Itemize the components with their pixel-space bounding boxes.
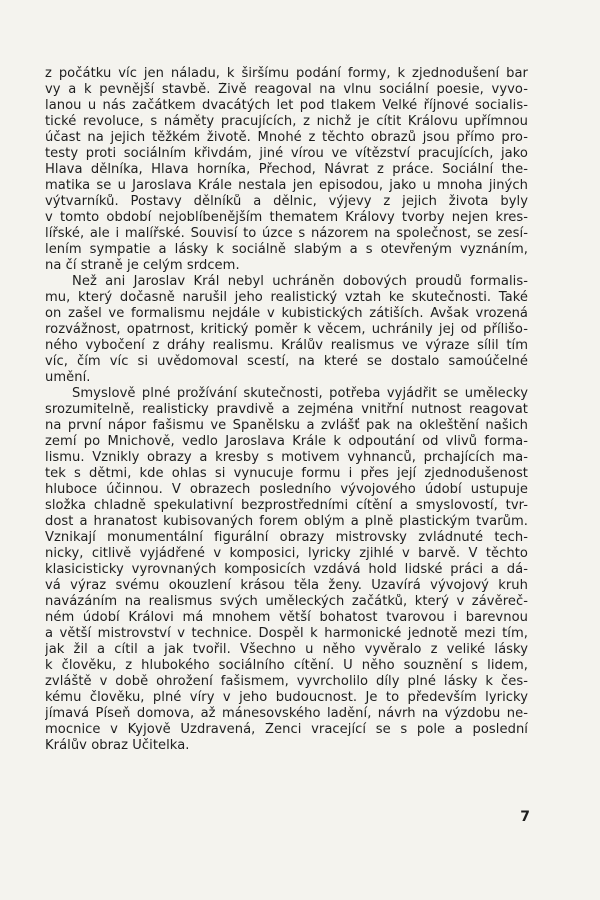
text-line: rozvážnost, opatrnost, kritický poměr k věcem, uchránily jej od přílišo- (45, 322, 528, 337)
text-line: klasicisticky vyrovnaných komposicích vzdává hold lidské práci a dá- (45, 562, 528, 577)
text-line: mu, který dočasně narušil jeho realistický vztah ke skutečnosti. Také (45, 290, 528, 305)
text-line: zemí po Mnichově, vedlo Jaroslava Krále k odpoutání od vlivů forma- (45, 434, 528, 449)
text-line: on zašel ve formalismu nejdále v kubistických zátiších. Avšak vrozená (45, 306, 528, 321)
text-line: hluboce účinnou. V obrazech posledního vývojového údobí ustupuje (45, 482, 528, 497)
text-line: umění. (45, 370, 91, 385)
text-line: tické revoluce, s náměty pracujících, z nichž je cítit Královu upřímnou (45, 114, 528, 129)
text-line: Králův obraz Učitelka. (45, 738, 190, 753)
text-line: ného vybočení z dráhy realismu. Králův realismus ve výraze sílil tím (45, 338, 528, 353)
text-line: účast na jejich těžkém životě. Mnohé z těchto obrazů jsou přímo pro- (45, 130, 528, 145)
text-line: mocnice v Kyjově Uzdravená, Ženci vracející se s pole a poslední (45, 722, 528, 737)
text-line: lismu. Vznikly obrazy a kresby s motivem vyhnanců, prchajících ma- (45, 450, 528, 465)
text-line: vá výraz svému okouzlení krásou těla ženy. Uzavírá vývojový kruh (45, 578, 528, 593)
text-line: vy a k pevnější stavbě. Živě reagoval na vlnu sociální poesie, vyvo- (45, 82, 528, 97)
page-number: 7 (520, 809, 530, 825)
text-line: Vznikají monumentální figurální obrazy mistrovsky zvládnuté tech- (45, 530, 528, 545)
text-line: z počátku víc jen náladu, k širšímu podání formy, k zjednodušení bar (45, 66, 528, 81)
paragraph-first-line: Smyslově plné prožívání skutečnosti, potřeba vyjádřit se umělecky (72, 386, 528, 401)
text-line: jak žil a cítil a jak tvořil. Všechno u něho vyvěralo z veliké lásky (45, 642, 528, 657)
text-line: srozumitelně, realisticky pravdivě a zejména vnitřní nutnost reagovat (45, 402, 528, 417)
text-line: lanou u nás začátkem dvacátých let pod tlakem Velké říjnové socialis- (45, 98, 528, 113)
text-line: kému člověku, plné víry v jeho budoucnost. Je to především lyricky (45, 690, 528, 705)
text-line: Hlava dělníka, Hlava horníka, Přechod, Návrat z práce. Sociální the- (45, 162, 528, 177)
text-line: dost a hranatost kubisovaných forem oblým a plně plastickým tvarům. (45, 514, 528, 529)
text-line: jímavá Píseň domova, až mánesovského ladění, návrh na výzdobu ne- (45, 706, 528, 721)
text-line: tek s dětmi, kde ohlas si vynucuje formu i přes její zjednodušenost (45, 466, 528, 481)
text-line: nicky, citlivě vyjádřené v komposici, lyricky zjihlé v barvě. V těchto (45, 546, 528, 561)
text-line: a větší mistrovství v technice. Dospěl k harmonické jednotě mezi tím, (45, 626, 528, 641)
text-line: lířské, ale i malířské. Souvisí to úzce s názorem na společnost, se zesí- (45, 226, 528, 241)
text-line: na první nápor fašismu ve Španělsku a zvlášť pak na okleštění našich (45, 418, 528, 433)
text-line: navázáním na realismus svých uměleckých začátků, který v závěreč- (45, 594, 528, 609)
text-line: složka chladně spekulativní bezprostředními cítění a smyslovostí, tvr- (45, 498, 528, 513)
text-line: zvláště v době ohrožení fašismem, vyvrcholilo díly plné lásky k čes- (45, 674, 528, 689)
text-line: na čí straně je celým srdcem. (45, 258, 240, 273)
text-line: ném údobí Královi má mnohem větší bohatost tvarovou i barevnou (45, 610, 528, 625)
text-line: matika se u Jaroslava Krále nestala jen episodou, jako u mnoha jiných (45, 178, 528, 193)
text-line: k člověku, z hlubokého sociálního cítění. U něho souznění s lidem, (45, 658, 528, 673)
text-line: víc, čím víc si uvědomoval scestí, na které se dostalo samoúčelné (45, 354, 528, 369)
body-text (45, 66, 528, 754)
paragraph-first-line: Než ani Jaroslav Král nebyl uchráněn dobových proudů formalis- (72, 274, 528, 289)
text-line: testy proti sociálním křivdám, jiné vírou ve vítězství pracujících, jako (45, 146, 528, 161)
text-line: lením sympatie a lásky k sociálně slabým a s otevřeným vyznáním, (45, 242, 528, 257)
text-line: výtvarníků. Postavy dělníků a dělnic, výjevy z jejich života byly (45, 194, 528, 209)
text-line: v tomto období nejoblíbenějším thematem Královy tvorby nejen kres- (45, 210, 528, 225)
